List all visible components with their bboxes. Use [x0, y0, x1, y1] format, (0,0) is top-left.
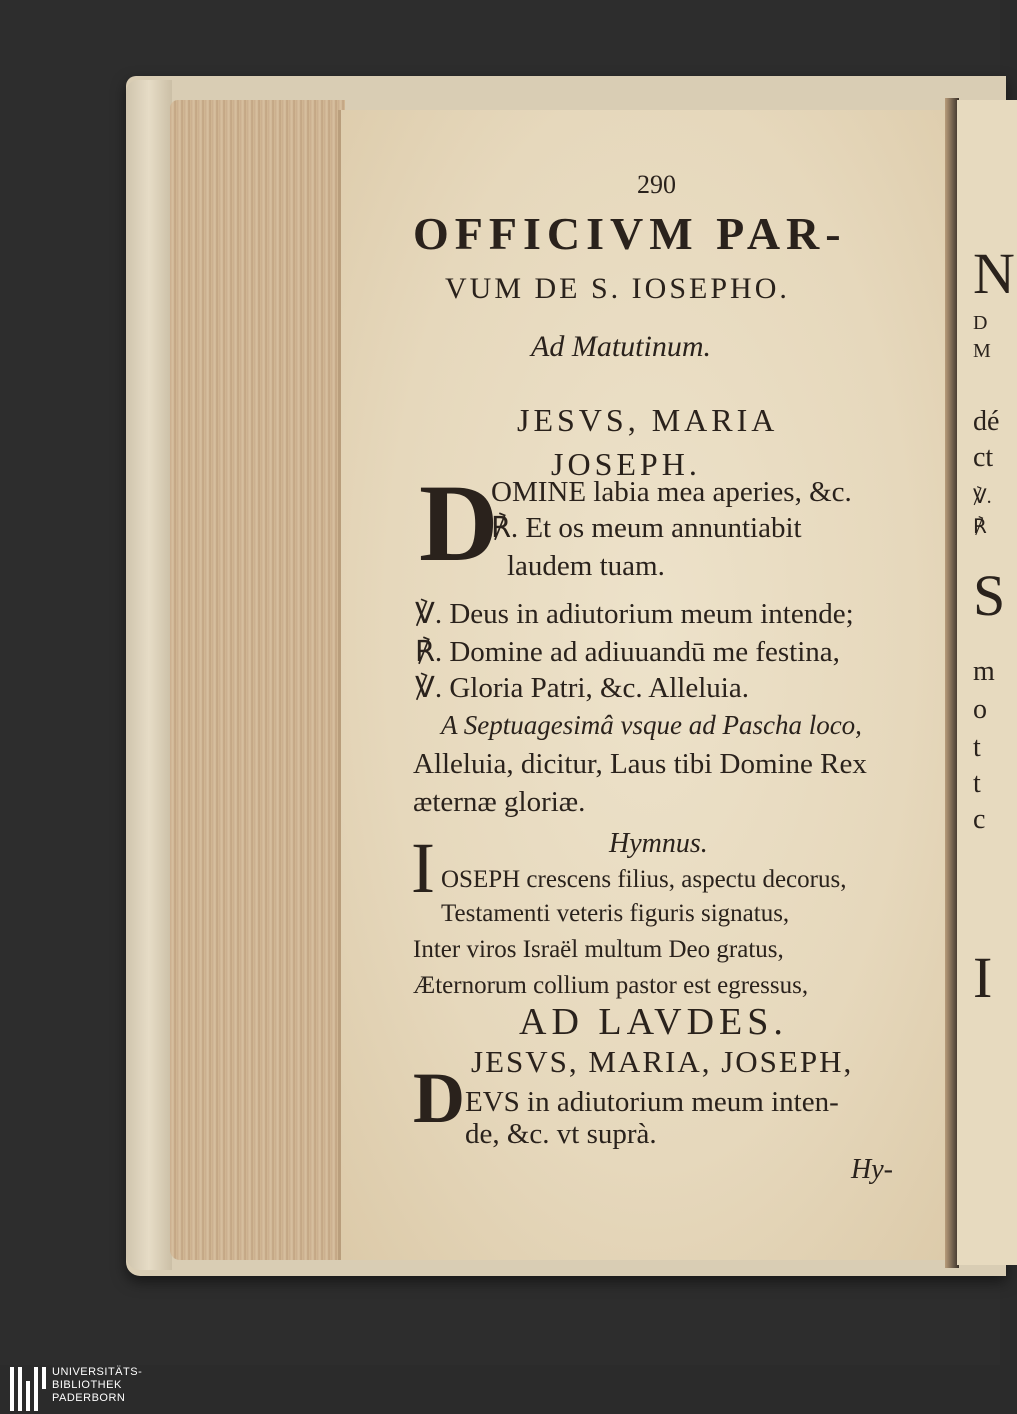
next-page-char: ℟ — [973, 516, 987, 538]
drop-capital: D — [419, 462, 499, 584]
rubric-matins: Ad Matutinum. — [531, 330, 711, 363]
logo-line: BIBLIOTHEK — [52, 1379, 122, 1391]
right-page-fragment — [957, 100, 1017, 1265]
next-page-char: D — [973, 312, 988, 334]
next-page-char: dé — [973, 406, 1000, 437]
hymn-line: Æternorum collium pastor est egressus, — [413, 972, 809, 999]
hymn-line: Inter viros Israël multum Deo gratus, — [413, 936, 784, 963]
next-page-char: o — [973, 694, 987, 725]
laudes-heading: AD LAVDES. — [519, 1001, 788, 1043]
hymn-line: OSEPH crescens filius, aspectu decorus, — [441, 866, 847, 893]
text-line: de, &c. vt suprà. — [465, 1118, 657, 1150]
title-line-2: VUM DE S. IOSEPHO. — [445, 272, 790, 305]
title-line-1: OFFICIVM PAR- — [413, 208, 847, 259]
logo-line: PADERBORN — [52, 1392, 126, 1404]
next-page-char: N — [973, 241, 1015, 306]
text-line: EVS in adiutorium meum inten- — [465, 1086, 839, 1118]
library-logo-icon — [10, 1367, 50, 1411]
next-page-char: ct — [973, 442, 994, 473]
catchword: Hy- — [851, 1154, 893, 1185]
rubric-line: A Septuagesimâ vsque ad Pascha loco, — [441, 710, 862, 740]
text-line: laudem tuam. — [507, 550, 665, 582]
text-line: Alleluia, dicitur, Laus tibi Domine Rex — [413, 748, 867, 780]
text-line: ℣. Gloria Patri, &c. Alleluia. — [415, 672, 749, 704]
footer-bar — [0, 1365, 1000, 1414]
drop-capital: D — [413, 1058, 465, 1138]
page-edges — [170, 100, 345, 1260]
text-line: ℟. Et os meum annuntiabit — [491, 512, 802, 544]
jmj-line-3: JESVS, MARIA, JOSEPH, — [471, 1044, 854, 1079]
drop-capital: I — [411, 828, 435, 908]
next-page-char: ℣. — [973, 486, 992, 508]
hymn-line: Testamenti veteris figuris signatus, — [441, 900, 790, 927]
library-logo-text — [52, 1366, 142, 1405]
next-page-char: I — [973, 945, 993, 1010]
jmj-line-1: JESVS, MARIA — [517, 402, 779, 438]
text-line: OMINE labia mea aperies, &c. — [491, 476, 852, 508]
next-page-char: t — [973, 732, 981, 763]
hymnus-label: Hymnus. — [609, 828, 708, 859]
text-line: æternæ gloriæ. — [413, 786, 586, 818]
next-page-char: S — [973, 563, 1006, 628]
next-page-char: m — [973, 656, 995, 687]
left-page — [338, 110, 959, 1260]
next-page-char: c — [973, 804, 986, 835]
logo-line: UNIVERSITÄTS- — [52, 1366, 143, 1378]
text-line: ℣. Deus in adiutorium meum intende; — [415, 598, 854, 630]
page-number: 290 — [637, 170, 676, 199]
next-page-char: M — [973, 340, 991, 362]
text-line: ℟. Domine ad adiuuandū me festina, — [415, 636, 840, 668]
jmj-line-2: JOSEPH. — [551, 446, 701, 482]
next-page-char: t — [973, 768, 981, 799]
book-spine — [126, 80, 172, 1270]
